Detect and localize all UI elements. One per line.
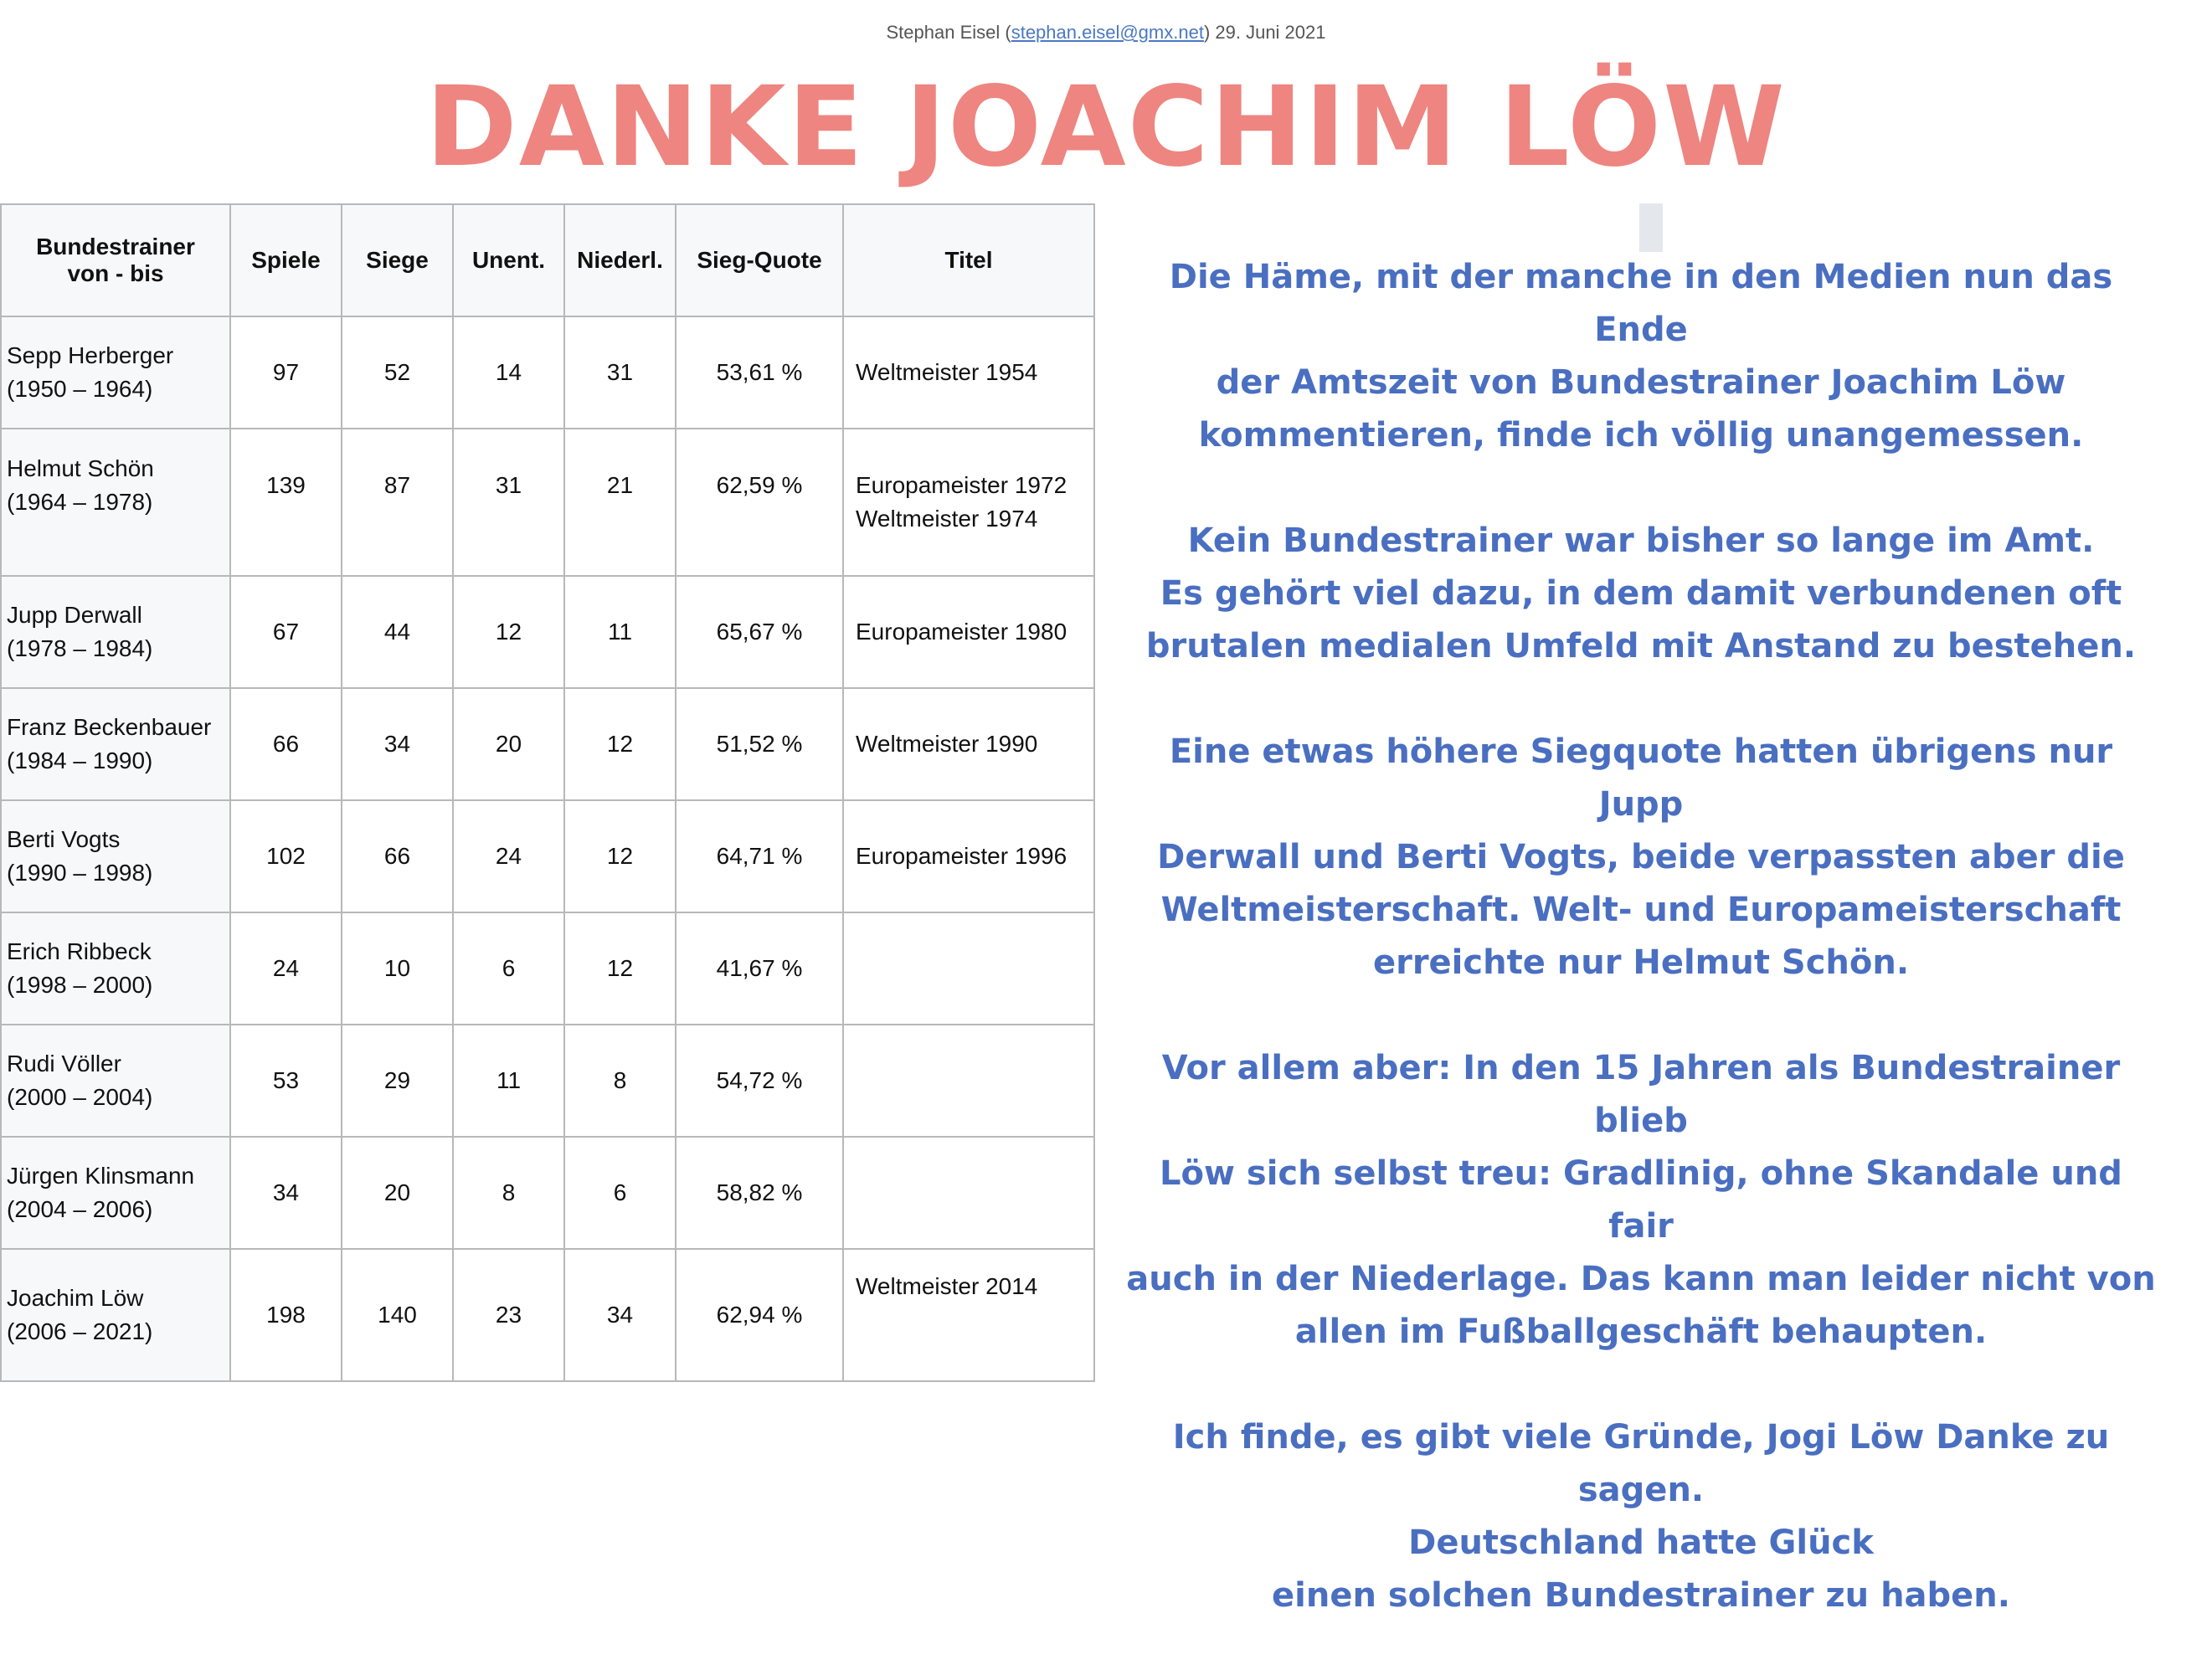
niederl-cell: 12 xyxy=(564,688,676,800)
byline xyxy=(0,22,2212,44)
header-siege: Siege xyxy=(342,204,453,316)
titel-line: Weltmeister 2014 xyxy=(856,1273,1038,1299)
titel-line: Weltmeister 1990 xyxy=(856,731,1038,757)
siege-cell: 140 xyxy=(342,1249,453,1381)
statement-text xyxy=(1122,251,2160,1675)
spiele-cell: 97 xyxy=(230,316,342,429)
text-line: Vor allem aber: In den 15 Jahren als Bundestrainer blieb xyxy=(1161,1049,2121,1140)
quote-cell: 62,94 % xyxy=(676,1249,843,1381)
niederl-cell: 12 xyxy=(564,800,676,912)
trainer-cell xyxy=(1,1137,230,1249)
unent-cell: 14 xyxy=(453,316,564,429)
text-line: Eine etwas höhere Siegquote hatten übrigens nur Jupp xyxy=(1169,732,2113,824)
header-trainer-line2: von - bis xyxy=(67,260,164,286)
table-row xyxy=(1,429,1094,576)
unent-cell xyxy=(453,429,564,576)
text-line: Kein Bundestrainer war bisher so lange im Amt. xyxy=(1187,522,2095,560)
trainer-cell xyxy=(1,316,230,429)
unent-cell: 12 xyxy=(453,576,564,688)
text-line: Löw sich selbst treu: Gradlinig, ohne Skandale und fair xyxy=(1160,1154,2122,1246)
header-trainer-line1: Bundestrainer xyxy=(36,234,195,259)
text-cursor-marker xyxy=(1639,203,1663,252)
quote-cell: 51,52 % xyxy=(676,688,843,800)
spiele-cell: 53 xyxy=(230,1025,342,1137)
trainer-cell xyxy=(1,1249,230,1381)
trainer-name: Franz Beckenbauer xyxy=(7,714,212,740)
siege-cell: 66 xyxy=(342,800,453,912)
quote-cell: 64,71 % xyxy=(676,800,843,912)
paragraph-5 xyxy=(1122,1411,2160,1622)
spiele-value: 139 xyxy=(266,472,306,498)
trainer-name: Rudi Völler xyxy=(7,1051,121,1076)
siege-value: 87 xyxy=(383,472,411,498)
niederl-cell: 12 xyxy=(564,912,676,1025)
spiele-cell: 34 xyxy=(230,1137,342,1249)
trainer-name: Joachim Löw xyxy=(7,1285,144,1311)
trainer-cell xyxy=(1,1025,230,1137)
siege-cell: 29 xyxy=(342,1025,453,1137)
text-line: Es gehört viel dazu, in dem damit verbundenen oft xyxy=(1160,574,2122,613)
trainer-name: Jupp Derwall xyxy=(7,602,142,628)
trainer-name: Sepp Herberger xyxy=(7,342,174,368)
table-row xyxy=(1,576,1094,688)
text-line: Die Häme, mit der manche in den Medien nun das Ende xyxy=(1169,258,2113,349)
quote-cell: 58,82 % xyxy=(676,1137,843,1249)
trainer-years: (2006 – 2021) xyxy=(7,1318,153,1344)
text-line: der Amtszeit von Bundestrainer Joachim Löw xyxy=(1216,363,2066,402)
siege-cell: 44 xyxy=(342,576,453,688)
niederl-cell: 11 xyxy=(564,576,676,688)
titel-cell xyxy=(843,800,1094,912)
trainer-table xyxy=(0,203,1095,1382)
trainer-cell xyxy=(1,688,230,800)
spiele-cell: 66 xyxy=(230,688,342,800)
siege-cell: 10 xyxy=(342,912,453,1025)
unent-cell: 8 xyxy=(453,1137,564,1249)
header-trainer xyxy=(1,204,230,316)
titel-cell xyxy=(843,688,1094,800)
trainer-name: Erich Ribbeck xyxy=(7,938,152,964)
niederl-cell: 6 xyxy=(564,1137,676,1249)
table-row xyxy=(1,800,1094,912)
unent-cell: 6 xyxy=(453,912,564,1025)
trainer-years: (1998 – 2000) xyxy=(7,972,153,998)
unent-cell: 20 xyxy=(453,688,564,800)
text-line: Ich finde, es gibt viele Gründe, Jogi Löw Danke zu sagen. xyxy=(1172,1418,2110,1509)
titel-line: Weltmeister 1954 xyxy=(856,359,1038,385)
siege-cell: 34 xyxy=(342,688,453,800)
trainer-years: (1978 – 1984) xyxy=(7,635,153,661)
titel-cell xyxy=(843,912,1094,1025)
niederl-cell: 8 xyxy=(564,1025,676,1137)
header-unent: Unent. xyxy=(453,204,564,316)
quote-cell: 65,67 % xyxy=(676,576,843,688)
header-spiele: Spiele xyxy=(230,204,342,316)
page-title: DANKE JOACHIM LÖW xyxy=(425,63,1787,192)
text-line: brutalen medialen Umfeld mit Anstand zu bestehen. xyxy=(1145,627,2137,665)
quote-value: 62,59 % xyxy=(716,472,803,498)
quote-cell: 41,67 % xyxy=(676,912,843,1025)
trainer-cell xyxy=(1,429,230,576)
trainer-cell xyxy=(1,912,230,1025)
unent-cell: 24 xyxy=(453,800,564,912)
text-line: Deutschland hatte Glück xyxy=(1408,1523,1874,1562)
paragraph-3 xyxy=(1122,726,2160,989)
table-row xyxy=(1,1249,1094,1381)
niederl-value: 21 xyxy=(606,472,634,498)
paragraph-4 xyxy=(1122,1042,2160,1359)
titel-cell xyxy=(843,316,1094,429)
titel-line: Weltmeister 1974 xyxy=(856,506,1038,532)
trainer-years: (2004 – 2006) xyxy=(7,1196,153,1222)
siege-cell: 20 xyxy=(342,1137,453,1249)
header-quote: Sieg-Quote xyxy=(676,204,843,316)
spiele-cell: 198 xyxy=(230,1249,342,1381)
titel-cell xyxy=(843,429,1094,576)
byline-author: Stephan Eisel ( xyxy=(886,22,1011,43)
email-link[interactable]: stephan.eisel@gmx.net xyxy=(1011,22,1204,43)
table-row xyxy=(1,688,1094,800)
niederl-cell: 31 xyxy=(564,316,676,429)
paragraph-1 xyxy=(1122,251,2160,462)
text-line: einen solchen Bundestrainer zu haben. xyxy=(1272,1576,2010,1615)
spiele-cell: 102 xyxy=(230,800,342,912)
titel-line: Europameister 1972 xyxy=(856,472,1067,498)
titel-cell xyxy=(843,576,1094,688)
quote-cell: 54,72 % xyxy=(676,1025,843,1137)
spiele-cell: 67 xyxy=(230,576,342,688)
trainer-years: (1990 – 1998) xyxy=(7,860,153,886)
table-row xyxy=(1,912,1094,1025)
text-line: kommentieren, finde ich völlig unangemessen. xyxy=(1198,416,2084,455)
text-line: erreichte nur Helmut Schön. xyxy=(1372,943,1910,982)
trainer-years: (1984 – 1990) xyxy=(7,748,153,773)
trainer-name: Jürgen Klinsmann xyxy=(7,1163,195,1189)
header-titel: Titel xyxy=(843,204,1094,316)
table-row xyxy=(1,316,1094,429)
siege-cell xyxy=(342,429,453,576)
unent-cell: 11 xyxy=(453,1025,564,1137)
table-header-row xyxy=(1,204,1094,316)
text-line: Derwall und Berti Vogts, beide verpassten aber die xyxy=(1157,838,2125,876)
titel-cell xyxy=(843,1249,1094,1381)
unent-value: 31 xyxy=(495,472,522,498)
trainer-name: Berti Vogts xyxy=(7,826,121,852)
text-line: auch in der Niederlage. Das kann man leider nicht von xyxy=(1126,1260,2156,1298)
niederl-cell: 34 xyxy=(564,1249,676,1381)
table-row xyxy=(1,1025,1094,1137)
paragraph-2 xyxy=(1122,515,2160,673)
trainer-years: (2000 – 2004) xyxy=(7,1084,153,1110)
niederl-cell xyxy=(564,429,676,576)
trainer-cell xyxy=(1,576,230,688)
table-row xyxy=(1,1137,1094,1249)
titel-cell xyxy=(843,1025,1094,1137)
titel-line: Europameister 1996 xyxy=(856,843,1067,869)
text-line: Weltmeisterschaft. Welt- und Europameisterschaft xyxy=(1160,891,2122,929)
spiele-cell xyxy=(230,429,342,576)
trainer-years: (1950 – 1964) xyxy=(7,376,153,402)
titel-cell xyxy=(843,1137,1094,1249)
titel-line: Europameister 1980 xyxy=(856,619,1067,645)
spiele-cell: 24 xyxy=(230,912,342,1025)
trainer-cell xyxy=(1,800,230,912)
byline-date: ) 29. Juni 2021 xyxy=(1203,22,1326,43)
trainer-years: (1964 – 1978) xyxy=(7,489,153,515)
unent-cell: 23 xyxy=(453,1249,564,1381)
siege-cell: 52 xyxy=(342,316,453,429)
quote-cell: 53,61 % xyxy=(676,316,843,429)
quote-cell xyxy=(676,429,843,576)
header-niederl: Niederl. xyxy=(564,204,676,316)
text-line: allen im Fußballgeschäft behaupten. xyxy=(1294,1313,1988,1351)
trainer-name: Helmut Schön xyxy=(7,455,154,481)
